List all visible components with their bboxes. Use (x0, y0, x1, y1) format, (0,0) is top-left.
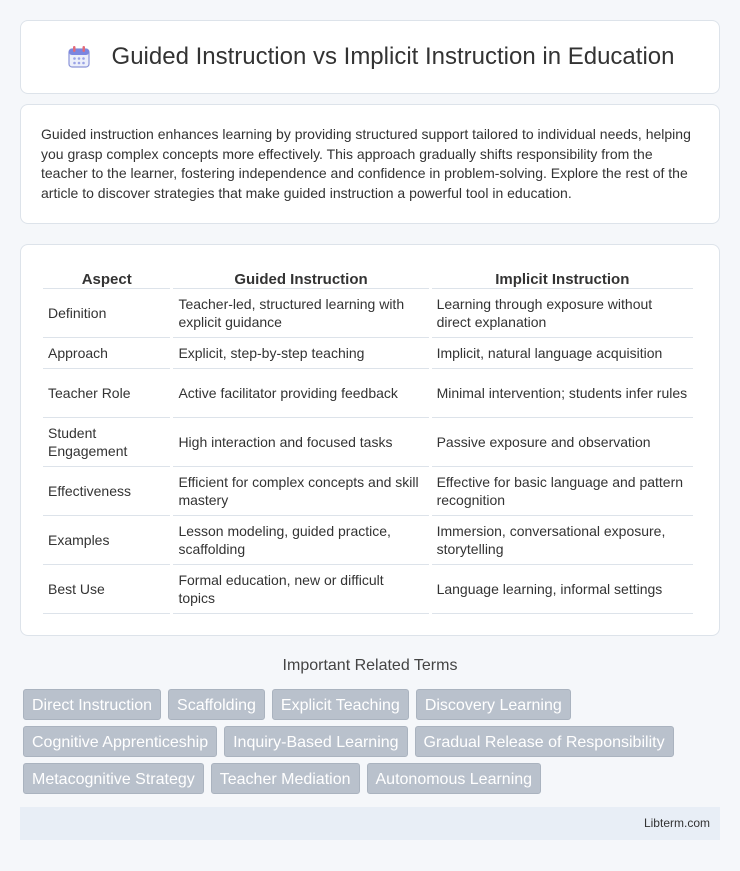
table-header-row (43, 265, 693, 289)
tag-gradual-release[interactable]: Gradual Release of Responsibility (415, 726, 674, 757)
tag-discovery-learning[interactable]: Discovery Learning (416, 689, 571, 720)
header-implicit: Implicit Instruction (432, 265, 693, 289)
table-row (43, 289, 693, 338)
row-guided: Active facilitator providing feedback (173, 369, 428, 418)
row-aspect: Effectiveness (43, 467, 170, 516)
tag-inquiry-based-learning[interactable]: Inquiry-Based Learning (224, 726, 407, 757)
row-guided: Efficient for complex concepts and skill mastery (173, 467, 428, 516)
row-aspect: Teacher Role (43, 369, 170, 418)
title-card (20, 20, 720, 94)
table-row (43, 338, 693, 369)
intro-paragraph: Guided instruction enhances learning by providing structured support tailored to individual needs, helping you grasp complex concepts more effectively. This approach gradually shifts responsibility from the teacher to the learner, fostering independence and confidence in problem-solving. Explore the rest of the article to discover strategies that make guided instruction a powerful tool in education. (41, 126, 691, 201)
header-guided: Guided Instruction (173, 265, 428, 289)
row-aspect: Student Engagement (43, 418, 170, 467)
related-terms-list (23, 689, 713, 800)
row-guided: Explicit, step-by-step teaching (173, 338, 428, 369)
footer-site-link[interactable]: Libterm.com (643, 816, 710, 830)
header-aspect: Aspect (43, 265, 170, 289)
page-title: Guided Instruction vs Implicit Instruction in Education (111, 43, 675, 70)
tag-scaffolding[interactable]: Scaffolding (168, 689, 265, 720)
row-aspect: Examples (43, 516, 170, 565)
row-aspect: Best Use (43, 565, 170, 614)
row-implicit: Effective for basic language and pattern recognition (432, 467, 693, 516)
tag-row (23, 689, 713, 720)
footer (20, 807, 720, 840)
tag-cognitive-apprenticeship[interactable]: Cognitive Apprenticeship (23, 726, 217, 757)
related-terms-heading: Important Related Terms (282, 657, 458, 674)
row-implicit: Passive exposure and observation (432, 418, 693, 467)
table-row (43, 418, 693, 467)
table-row (43, 565, 693, 614)
tag-teacher-mediation[interactable]: Teacher Mediation (211, 763, 360, 794)
table-row (43, 369, 693, 418)
row-implicit: Language learning, informal settings (432, 565, 693, 614)
table-row (43, 467, 693, 516)
tag-row (23, 726, 713, 757)
row-implicit: Minimal intervention; students infer rules (432, 369, 693, 418)
row-implicit: Immersion, conversational exposure, storytelling (432, 516, 693, 565)
tag-direct-instruction[interactable]: Direct Instruction (23, 689, 161, 720)
tag-metacognitive-strategy[interactable]: Metacognitive Strategy (23, 763, 204, 794)
row-guided: High interaction and focused tasks (173, 418, 428, 467)
tag-autonomous-learning[interactable]: Autonomous Learning (367, 763, 542, 794)
comparison-card (20, 244, 720, 636)
tag-row (23, 763, 713, 794)
row-guided: Teacher-led, structured learning with explicit guidance (173, 289, 428, 338)
table-row (43, 516, 693, 565)
row-aspect: Definition (43, 289, 170, 338)
row-guided: Lesson modeling, guided practice, scaffolding (173, 516, 428, 565)
row-guided: Formal education, new or difficult topics (173, 565, 428, 614)
calendar-icon (66, 44, 92, 70)
tag-explicit-teaching[interactable]: Explicit Teaching (272, 689, 409, 720)
intro-card (20, 104, 720, 224)
comparison-table (40, 265, 696, 614)
row-implicit: Implicit, natural language acquisition (432, 338, 693, 369)
row-implicit: Learning through exposure without direct explanation (432, 289, 693, 338)
row-aspect: Approach (43, 338, 170, 369)
